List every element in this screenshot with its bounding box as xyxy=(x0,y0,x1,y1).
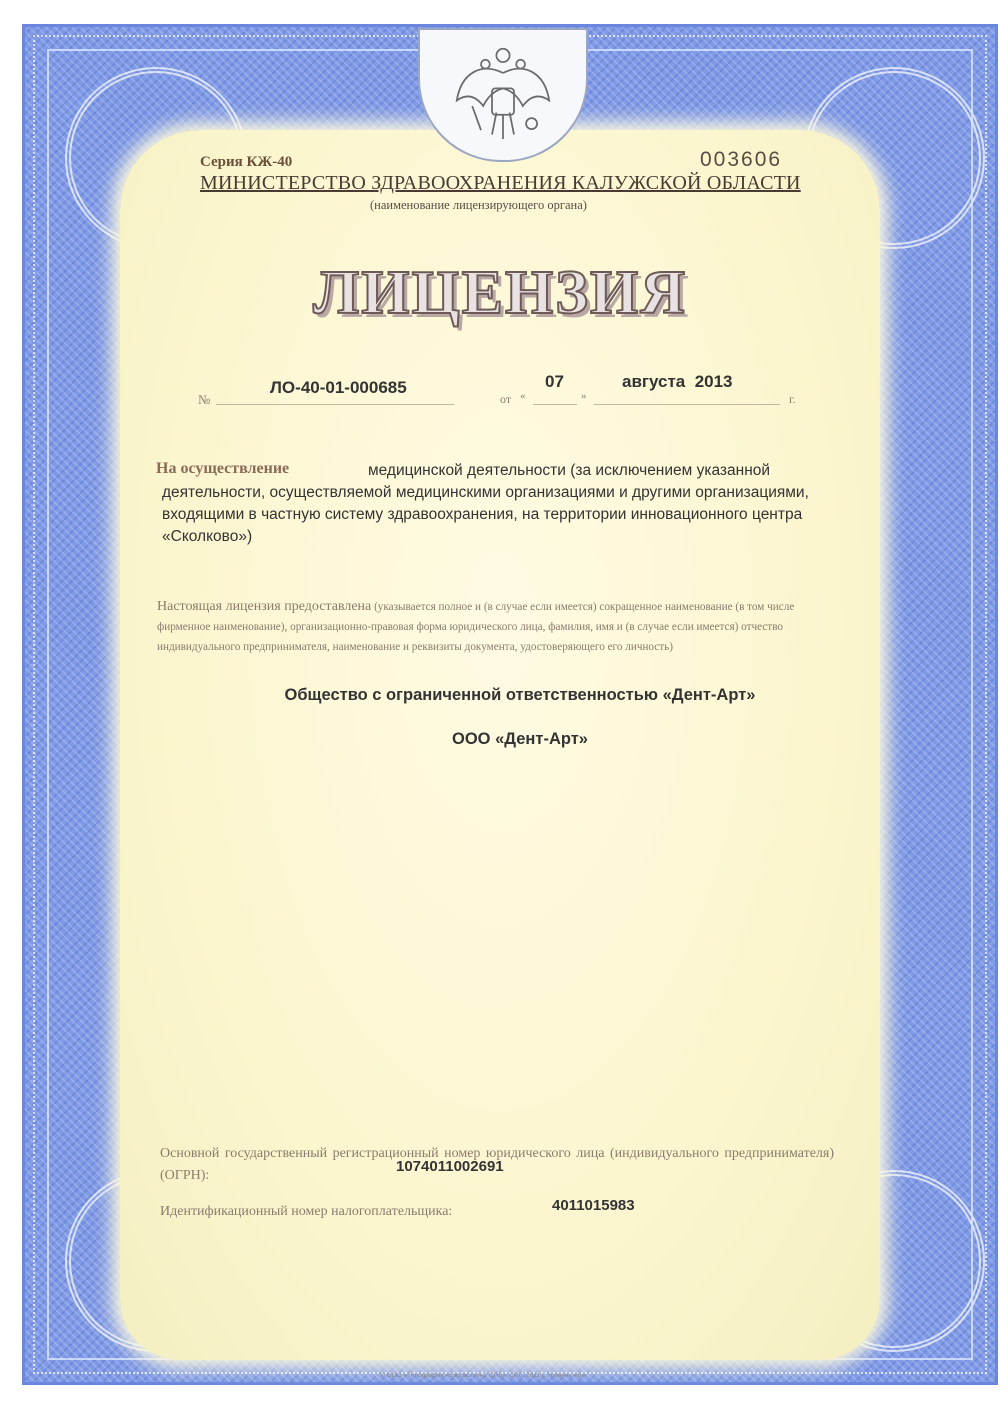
day-line xyxy=(533,404,577,405)
organization-short-name: ООО «Дент-Арт» xyxy=(452,730,588,748)
quote-close: » xyxy=(581,390,587,402)
activity-label: На осуществление xyxy=(156,460,290,477)
license-day: 07 xyxy=(545,372,564,391)
activity-description: медицинской деятельности (за исключением указанной деятельности, осуществляемой медицинскими организациями и другими организациями, входящими в частную систему здравоохранения, на территории инновационного центра «Сколково») xyxy=(162,462,809,545)
month-line xyxy=(594,404,780,405)
license-month-year: августа 2013 xyxy=(622,372,733,391)
date-from-label: от xyxy=(500,392,512,406)
organization-full-name: Общество с ограниченной ответственностью «Дент-Арт» xyxy=(284,686,756,704)
granted-to-label: Настоящая лицензия предоставлена xyxy=(157,599,372,614)
inn-label: Идентификационный номер налогоплательщика: xyxy=(160,1204,453,1219)
printer-imprint: © ООО «Типография «Еврокопия-2 СПб». СПб. 2011 г. Уровень «Б». xyxy=(380,1372,588,1379)
licensing-authority-caption: (наименование лицензирующего органа) xyxy=(370,198,587,212)
granted-to-caption xyxy=(157,597,832,657)
document-title: ЛИЦЕНЗИЯ xyxy=(313,259,687,327)
granted-to-instructions: (указывается полное и (в случае если имеется) сокращенное наименование (в том числе фирменное наименование), организационно-правовая форма юридического лица, фамилия, имя и (в случае если имеется) отчество индивидуального предпринимателя, наименование и реквизиты документа, удостоверяющего его личность) xyxy=(157,601,795,653)
quote-open: « xyxy=(520,390,526,402)
ogrn-label: Основной государственный регистрационный номер юридического лица (индивидуального предпринимателя) (ОГРН): xyxy=(160,1146,834,1183)
license-number-line xyxy=(216,404,454,405)
year-suffix: г. xyxy=(789,392,796,406)
russian-coat-of-arms-icon xyxy=(448,40,558,150)
ogrn-value: 1074011002691 xyxy=(396,1158,504,1175)
inn-value: 4011015983 xyxy=(552,1197,635,1214)
series-label: Серия КЖ-40 xyxy=(200,154,293,170)
serial-number: 003606 xyxy=(700,148,783,171)
licensing-authority: МИНИСТЕРСТВО ЗДРАВООХРАНЕНИЯ КАЛУЖСКОЙ ОБЛАСТИ xyxy=(200,172,801,194)
license-number-label: № xyxy=(198,392,211,407)
license-number: ЛО-40-01-000685 xyxy=(270,378,407,397)
